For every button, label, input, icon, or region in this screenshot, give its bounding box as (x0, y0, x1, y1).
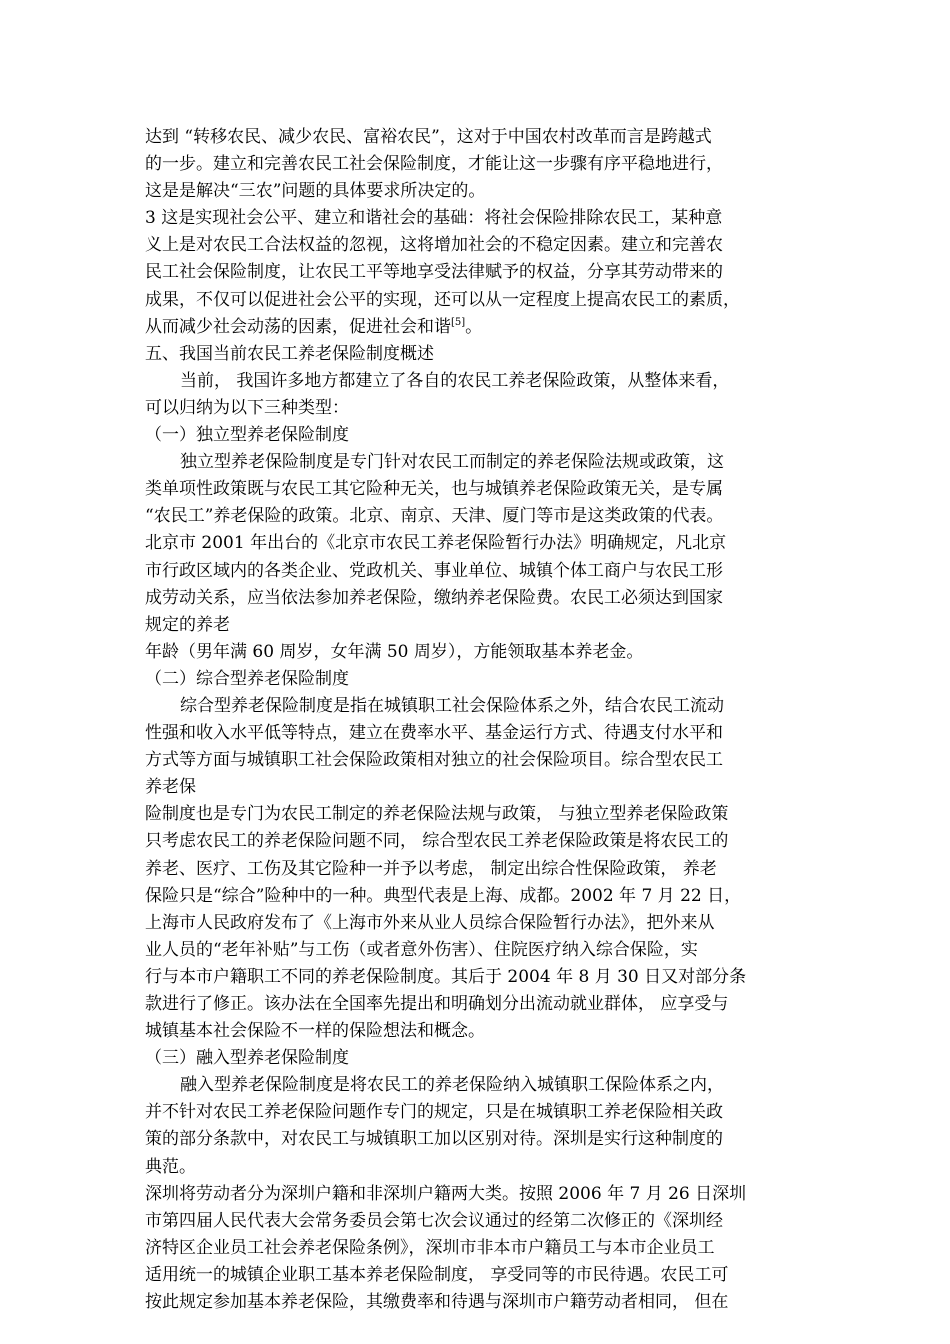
line-text: 五、我国当前农民工养老保险制度概述 (145, 343, 434, 364)
text-line (145, 774, 810, 801)
text-line (145, 856, 810, 883)
line-text: 深圳将劳动者分为深圳户籍和非深圳户籍两大类。按照 2006 年 7 月 26 日深圳 (145, 1183, 747, 1204)
text-line (145, 747, 810, 774)
text-line (145, 666, 810, 693)
text-line (145, 449, 810, 476)
line-text: 方式等方面与城镇职工社会保险政策相对独立的社会保险项目。综合型农民工 (145, 750, 723, 771)
line-text: 从而减少社会动荡的因素，促进社会和谐 (145, 316, 451, 337)
text-line (145, 693, 810, 720)
line-text: 策的部分条款中，对农民工与城镇职工加以区别对待。深圳是实行这种制度的 (145, 1129, 723, 1150)
text-line (145, 828, 810, 855)
text-line (145, 395, 810, 422)
text-line (145, 964, 810, 991)
text-line (145, 476, 810, 503)
text-line (145, 639, 810, 666)
line-text: 可以归纳为以下三种类型： (145, 397, 349, 418)
line-text-tail: 。 (465, 316, 483, 337)
text-line (145, 422, 810, 449)
line-text: 济特区企业员工社会养老保险条例》，深圳市非本市户籍员工与本市企业员工 (145, 1237, 715, 1258)
text-line (145, 1208, 810, 1235)
text-line (145, 1072, 810, 1099)
line-text: 按此规定参加基本养老保险，其缴费率和待遇与深圳市户籍劳动者相同， 但在 (145, 1292, 729, 1313)
line-text: 险制度也是专门为农民工制定的养老保险法规与政策， 与独立型养老保险政策 (145, 804, 729, 825)
line-text: “农民工”养老保险的政策。北京、南京、天津、厦门等市是这类政策的代表。 (145, 506, 724, 527)
text-line (145, 1099, 810, 1126)
line-text: 款进行了修正。该办法在全国率先提出和明确划分出流动就业群体， 应享受与 (145, 994, 729, 1014)
line-text: 成劳动关系，应当依法参加养老保险，缴纳养老保险费。农民工必须达到国家 (145, 587, 723, 608)
text-line (145, 883, 810, 910)
text-line (145, 1289, 810, 1316)
line-text: 养老保 (145, 777, 196, 798)
line-text: 的一步。建立和完善农民工社会保险制度，才能让这一步骤有序平稳地进行， (145, 154, 723, 175)
text-line (145, 991, 810, 1018)
line-text: 上海市人民政府发布了《上海市外来从业人员综合保险暂行办法》，把外来从 (145, 912, 715, 933)
text-line (145, 232, 810, 259)
line-text: 市行政区域内的各类企业、党政机关、事业单位、城镇个体工商户与农民工形 (145, 560, 723, 581)
line-text: 成果，不仅可以促进社会公平的实现，还可以从一定程度上提高农民工的素质， (145, 289, 740, 310)
text-line (145, 801, 810, 828)
text-line (145, 1181, 810, 1208)
citation-ref: [5] (451, 316, 466, 328)
line-text: 独立型养老保险制度是专门针对农民工而制定的养老保险法规或政策，这 (180, 452, 724, 473)
text-line (145, 910, 810, 937)
text-line (145, 530, 810, 557)
text-line (145, 503, 810, 530)
line-text: 典范。 (145, 1156, 196, 1177)
text-line (145, 585, 810, 612)
text-line (145, 720, 810, 747)
line-text: 年龄（男年满 60 周岁，女年满 50 周岁），方能领取基本养老金。 (145, 641, 644, 662)
text-line (145, 612, 810, 639)
text-line (145, 259, 810, 286)
line-text: 北京市 2001 年出台的《北京市农民工养老保险暂行办法》明确规定，凡北京 (145, 533, 727, 554)
line-text: 养老、医疗、工伤及其它险种一并予以考虑， 制定出综合性保险政策， 养老 (145, 858, 717, 879)
line-text: 城镇基本社会保险不一样的保险想法和概念。 (145, 1021, 485, 1042)
line-text: 保险只是“综合”险种中的一种。典型代表是上海、成都。2002 年 7 月 22 日， (145, 885, 742, 906)
text-line (145, 1045, 810, 1072)
text-line (145, 368, 810, 395)
text-line (145, 1235, 810, 1262)
line-text: 民工社会保险制度，让农民工平等地享受法律赋予的权益，分享其劳动带来的 (145, 262, 723, 283)
line-text: 市第四届人民代表大会常务委员会第七次会议通过的经第二次修正的《深圳经 (145, 1210, 723, 1231)
line-text: 综合型养老保险制度是指在城镇职工社会保险体系之外，结合农民工流动 (180, 695, 724, 716)
line-text: 义上是对农民工合法权益的忽视，这将增加社会的不稳定因素。建立和完善农 (145, 235, 723, 256)
text-line (145, 124, 810, 151)
line-text: 当前， 我国许多地方都建立了各自的农民工养老保险政策，从整体来看， (180, 370, 730, 391)
text-line (145, 1126, 810, 1153)
line-text: 适用统一的城镇企业职工基本养老保险制度， 享受同等的市民待遇。农民工可 (145, 1264, 729, 1285)
line-text: 并不针对农民工养老保险问题作专门的规定，只是在城镇职工养老保险相关政 (145, 1102, 723, 1123)
text-line (145, 1262, 810, 1289)
line-text: 融入型养老保险制度是将农民工的养老保险纳入城镇职工保险体系之内， (180, 1075, 724, 1096)
line-text: 规定的养老 (145, 614, 230, 635)
text-line (145, 558, 810, 585)
text-line (145, 205, 810, 232)
text-line (145, 314, 810, 341)
line-text: 只考虑农民工的养老保险问题不同， 综合型农民工养老保险政策是将农民工的 (145, 831, 729, 852)
text-line (145, 937, 810, 964)
document-body (145, 124, 810, 1316)
text-line (145, 341, 810, 368)
line-text: 类单项性政策既与农民工其它险种无关，也与城镇养老保险政策无关，是专属 (145, 479, 723, 500)
line-text: 3 这是实现社会公平、建立和谐社会的基础：将社会保险排除农民工，某种意 (145, 208, 723, 229)
text-line (145, 151, 810, 178)
line-text: （三）融入型养老保险制度 (145, 1048, 349, 1069)
line-text: 业人员的“老年补贴”与工伤（或者意外伤害）、住院医疗纳入综合保险，实 (145, 939, 698, 960)
text-line (145, 287, 810, 314)
line-text: （一）独立型养老保险制度 (145, 425, 349, 446)
text-line (145, 178, 810, 205)
line-text: 性强和收入水平低等特点，建立在费率水平、基金运行方式、待遇支付水平和 (145, 723, 723, 744)
line-text: 这是是解决“三农”问题的具体要求所决定的。 (145, 181, 486, 202)
line-text: （二）综合型养老保险制度 (145, 668, 349, 689)
text-line (145, 1018, 810, 1045)
text-line (145, 1154, 810, 1181)
line-text: 达到 “转移农民、减少农民、富裕农民”，这对于中国农村改革而言是跨越式 (145, 127, 712, 147)
line-text: 行与本市户籍职工不同的养老保险制度。其后于 2004 年 8 月 30 日又对部分条 (145, 966, 747, 987)
